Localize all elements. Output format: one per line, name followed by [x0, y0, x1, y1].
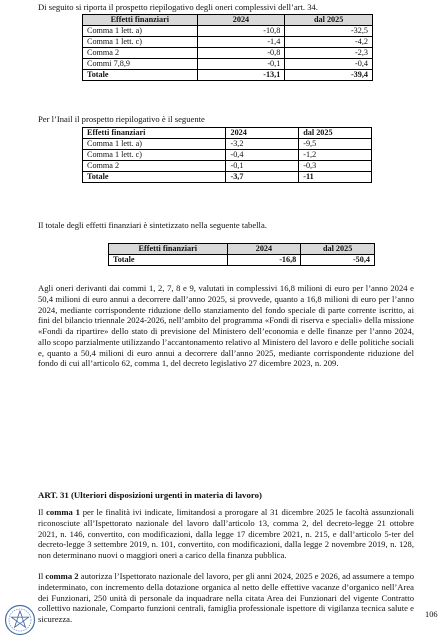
row-label: Totale [83, 70, 198, 81]
comma-label: comma 1 [46, 507, 80, 517]
header-cell: dal 2025 [299, 128, 372, 139]
table-inail [82, 127, 372, 183]
table-header-row [109, 244, 375, 255]
row-label: Commi 7,8,9 [83, 59, 198, 70]
value-2025: -4,2 [285, 37, 373, 48]
value-2024: -0,1 [226, 161, 299, 172]
comma-label: comma 2 [45, 571, 79, 581]
header-cell: Effetti finanziari [83, 128, 226, 139]
row-label: Comma 1 lett. a) [83, 26, 198, 37]
comma-text: per le finalità ivi indicate, limitandosi a prorogare al 31 dicembre 2025 le facoltà assunzionali riconosciute all’Ispettorato nazionale del lavoro dall’articolo 13, comma 2, del decreto-legge 21 ottobre 2021, n. 146, convertito, con modificazioni, dalla legge 17 dicembre 2021, n. 215, e dall’articolo 5-ter del decreto-legge 3 settembre 2019, n. 101, convertito, con modificazioni, dalla legge 2 novembre 2019, n. 128, non determinano nuovi o maggiori oneri a carico della finanza pubblica. [38, 507, 415, 560]
value-2024: -0,4 [226, 150, 299, 161]
header-cell: 2024 [226, 128, 299, 139]
intro-text-1: Di seguito si riporta il prospetto riepilogativo degli oneri complessivi dell’art. 34. [38, 2, 318, 12]
value-2025: -9,5 [299, 139, 372, 150]
table-row [83, 150, 372, 161]
row-label: Comma 1 lett. c) [83, 150, 226, 161]
value-2024: -3,2 [226, 139, 299, 150]
table-totale-effetti [108, 243, 375, 266]
header-cell: Effetti finanziari [83, 15, 198, 26]
row-label: Comma 1 lett. a) [83, 139, 226, 150]
value-2024: -10,8 [197, 26, 285, 37]
intro-text-3: Il totale degli effetti finanziari è sintetizzato nella seguente tabella. [38, 220, 267, 230]
table-row [83, 161, 372, 172]
paragraph-comma-2 [38, 571, 414, 625]
row-label: Comma 2 [83, 161, 226, 172]
table-total-row [83, 172, 372, 183]
header-cell: 2024 [227, 244, 301, 255]
comma-prefix: Il [38, 507, 47, 517]
value-2024: -0,8 [197, 48, 285, 59]
table-row [83, 37, 373, 48]
republic-emblem-seal-icon [4, 604, 36, 636]
table-row [83, 26, 373, 37]
table-header-row [83, 15, 373, 26]
header-cell: dal 2025 [301, 244, 375, 255]
table-total-row [109, 255, 375, 266]
table-total-row [83, 70, 373, 81]
row-label: Totale [83, 172, 226, 183]
row-label: Comma 1 lett. c) [83, 37, 198, 48]
total-2024: -16,8 [227, 255, 301, 266]
value-2025: -0,4 [285, 59, 373, 70]
table-row [83, 48, 373, 59]
total-2025: -50,4 [301, 255, 375, 266]
paragraph-copertura-oneri: Agli oneri derivanti dai commi 1, 2, 7, 8 e 9, valutati in complessivi 16,8 milioni di euro per l’anno 2024 e 50,4 milioni di euro annui a decorrere dall’anno 2025, si provvede, quanto a 16,8 milioni di euro per l’anno 2024, mediante corrispondente riduzione dello stanziamento del fondo speciale di parte corrente iscritto, ai fini del bilancio triennale 2024-2026, nell’ambito del programma «Fondi di riserva e speciali» della missione «Fondi da ripartire» dello stato di previsione del Ministero dell’economia e delle finanze per l’anno 2024, allo scopo parzialmente utilizzando l’accantonamento relativo al Ministero del lavoro e delle politiche sociali e, quanto a 50,4 milioni di euro annui a decorrere dall’anno 2025, mediante corrispondente riduzione del fondo di cui all’articolo 62, comma 1, del decreto legislativo 27 dicembre 2023, n. 209. [38, 283, 414, 369]
table-row [83, 139, 372, 150]
value-2025: -2,3 [285, 48, 373, 59]
total-2025: -11 [299, 172, 372, 183]
table-header-row [83, 128, 372, 139]
comma-prefix: Il [38, 571, 46, 581]
table-row [83, 59, 373, 70]
page-number: 106 [425, 610, 438, 619]
table-oneri-art34 [82, 14, 373, 81]
total-2025: -39,4 [285, 70, 373, 81]
total-2024: -13,1 [197, 70, 285, 81]
total-2024: -3,7 [226, 172, 299, 183]
value-2024: -0,1 [197, 59, 285, 70]
paragraph-comma-1 [38, 507, 414, 561]
header-cell: dal 2025 [285, 15, 373, 26]
intro-text-2: Per l’Inail il prospetto riepilogativo è il seguente [38, 114, 205, 124]
value-2025: -0,3 [299, 161, 372, 172]
comma-text: autorizza l’Ispettorato nazionale del lavoro, per gli anni 2024, 2025 e 2026, ad assumere a tempo indeterminato, con incremento della dotazione organica al netto delle effettive vacanze d’organico nell’Area dei Funzionari, 250 unità di personale da inquadrare nella citata Area dei Funzionari del vigente Contratto collettivo nazionale, Comparto funzioni centrali, famiglia professionale ispettore di vigilanza tecnica salute e sicurezza. [38, 571, 414, 624]
row-label: Totale [109, 255, 228, 266]
row-label: Comma 2 [83, 48, 198, 59]
header-cell: Effetti finanziari [109, 244, 228, 255]
value-2025: -1,2 [299, 150, 372, 161]
value-2025: -32,5 [285, 26, 373, 37]
header-cell: 2024 [197, 15, 285, 26]
article-heading: ART. 31 (Ulteriori disposizioni urgenti in materia di lavoro) [38, 490, 262, 500]
value-2024: -1,4 [197, 37, 285, 48]
